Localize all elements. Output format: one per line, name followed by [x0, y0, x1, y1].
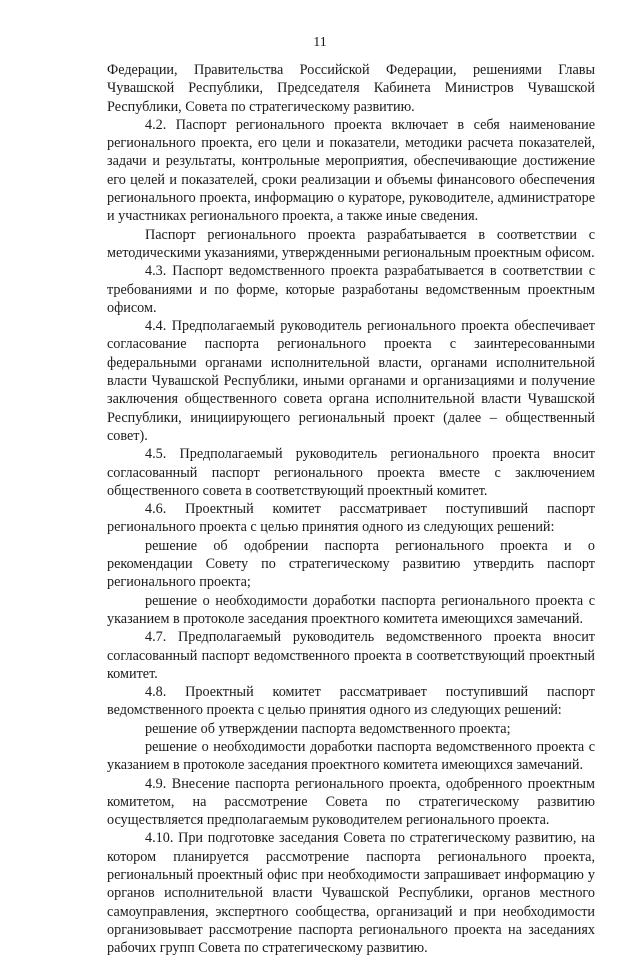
paragraph-4-5: 4.5. Предполагаемый руководитель регионального проекта вносит согласованный паспорт регионального проекта вместе с заключением общественного совета в соответствующий проектный комитет. [107, 446, 595, 499]
paragraph-4-7: 4.7. Предполагаемый руководитель ведомственного проекта вносит согласованный паспорт ведомственного проекта в соответствующий проектный комитет. [107, 629, 595, 682]
paragraph-continuation: Федерации, Правительства Российской Федерации, решениями Главы Чувашской Республики, Председателя Кабинета Министров Чувашской Республики, Совета по стратегическому развитию. [107, 62, 595, 115]
paragraph-4-8-revision: решение о необходимости доработки паспорта ведомственного проекта с указанием в протоколе заседания проектного комитета имеющихся замечаний. [107, 738, 595, 774]
paragraph-4-8-approval: решение об утверждении паспорта ведомственного проекта; [145, 720, 511, 737]
paragraph-4-6-revision: решение о необходимости доработки паспорта регионального проекта с указанием в протоколе заседания проектного комитета имеющихся замечаний. [107, 592, 595, 627]
paragraph-4-8: 4.8. Проектный комитет рассматривает поступивший паспорт ведомственного проекта с целью принятия одного из следующих решений: [107, 684, 595, 719]
paragraph-4-10: 4.10. При подготовке заседания Совета по стратегическому развитию, на котором планируется рассмотрение паспорта регионального проекта, региональный проектный офис при необходимости запрашивает информацию у органов исполнительной власти Чувашской Республики, органов местного самоуправления, экспертного сообщества, организаций и при необходимости организовывает рассмотрение паспорта регионального проекта на заседаниях рабочих групп Совета по стратегическому развитию. [107, 830, 595, 957]
page-number: 11 [313, 35, 327, 50]
paragraph-4-4: 4.4. Предполагаемый руководитель регионального проекта обеспечивает согласование паспорта регионального проекта с заинтересованными федеральными органами исполнительной власти, органами исполнительной власти Чувашской Республики, иными органами и организациями и получение заключения общественного совета органа исполнительной власти Чувашской Республики, инициирующего региональный проект (далее – общественный совет). [107, 318, 595, 444]
paragraph-4-6: 4.6. Проектный комитет рассматривает поступивший паспорт регионального проекта с целью принятия одного из следующих решений: [107, 501, 595, 536]
paragraph-4-3: 4.3. Паспорт ведомственного проекта разрабатывается в соответствии с требованиями и по форме, которые разработаны ведомственным проектным офисом. [107, 263, 595, 316]
paragraph-4-9: 4.9. Внесение паспорта регионального проекта, одобренного проектным комитетом, на рассмотрение Совета по стратегическому развитию осуществляется предполагаемым руководителем регионального проекта. [107, 775, 595, 829]
paragraph-4-6-approval: решение об одобрении паспорта регионального проекта и о рекомендации Совету по стратегическому развитию утвердить паспорт регионального проекта; [107, 537, 595, 591]
paragraph-4-2: 4.2. Паспорт регионального проекта включает в себя наименование регионального проекта, его цели и показатели, методики расчета показателей, задачи и результаты, контрольные мероприятия, обеспечивающие достижение его целей и показателей, сроки реализации и объемы финансового обеспечения регионального проекта, информацию о кураторе, руководителе, администраторе и участниках регионального проекта, а также иные сведения. [107, 116, 595, 225]
paragraph-4-2-methodology: Паспорт регионального проекта разрабатывается в соответствии с методическими указаниями, утвержденными региональным проектным офисом. [107, 226, 595, 261]
document-body [107, 61, 595, 958]
